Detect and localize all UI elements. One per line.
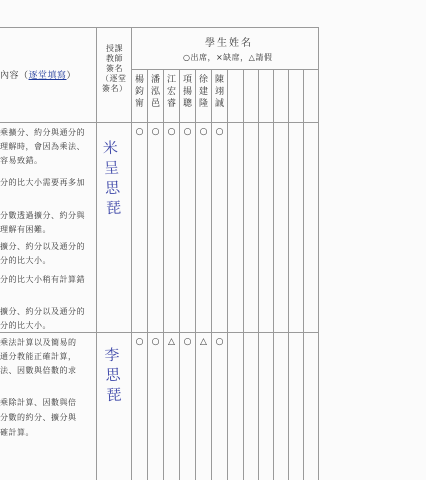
teacher-header-line: 簽名） bbox=[102, 84, 128, 93]
attendance-mark: ○ bbox=[151, 127, 160, 137]
content-line: 分的比大小。 bbox=[0, 321, 51, 330]
attendance-mark: ○ bbox=[199, 127, 208, 137]
attendance-mark: △ bbox=[200, 337, 207, 347]
students-title: 學生姓名 bbox=[205, 38, 253, 49]
content-line: 確計算。 bbox=[0, 428, 34, 437]
student-name: 潘泓邑 bbox=[150, 75, 160, 109]
student-col-line bbox=[303, 69, 304, 480]
attendance-mark: ○ bbox=[167, 127, 176, 137]
content-line: 擴分、約分以及通分的 bbox=[0, 307, 85, 316]
content-line: 理解有困難。 bbox=[0, 225, 51, 234]
content-header bbox=[0, 71, 76, 81]
content-close: ） bbox=[66, 71, 77, 81]
content-line: 分的比大小需要再多加 bbox=[0, 178, 85, 187]
content-line: 通分教能正確計算， bbox=[0, 352, 77, 361]
content-line: 分的比大小稍有計算錯 bbox=[0, 275, 85, 284]
content-line: 理解時，會因為乘法、 bbox=[0, 142, 85, 151]
student-name: 楊鈞甯 bbox=[134, 75, 144, 109]
student-col-line bbox=[163, 69, 164, 480]
content-fill-note: 逐堂填寫 bbox=[28, 71, 67, 81]
teacher-header-line: 授課 bbox=[106, 44, 123, 53]
student-col-line bbox=[147, 69, 148, 480]
student-name: 江宏睿 bbox=[166, 75, 176, 109]
content-line: 容易致錯。 bbox=[0, 156, 43, 165]
content-teacher-divider bbox=[96, 27, 97, 480]
student-name: 徐建隆 bbox=[198, 75, 208, 109]
content-line: 分的比大小。 bbox=[0, 256, 51, 265]
content-line: 法、因數與倍數的求 bbox=[0, 366, 77, 375]
attendance-mark: ○ bbox=[135, 337, 144, 347]
attendance-mark: ○ bbox=[215, 127, 224, 137]
table-top-border bbox=[0, 27, 318, 28]
teacher-students-divider bbox=[131, 27, 132, 480]
student-name: 項揚聰 bbox=[182, 75, 192, 109]
attendance-mark: ○ bbox=[183, 127, 192, 137]
content-label: 內容（ bbox=[0, 71, 29, 81]
teacher-header-line: （逐堂 bbox=[101, 74, 127, 83]
content-line: 分數的約分、擴分與 bbox=[0, 413, 77, 422]
student-col-line bbox=[211, 69, 212, 480]
student-col-line bbox=[273, 69, 274, 480]
teacher-header-line: 簽名 bbox=[106, 64, 123, 73]
attendance-mark: ○ bbox=[183, 337, 192, 347]
student-name: 陳翊誠 bbox=[214, 75, 224, 109]
content-line: 乘擴分、約分與通分的 bbox=[0, 128, 85, 137]
student-col-line bbox=[243, 69, 244, 480]
student-col-line bbox=[195, 69, 196, 480]
attendance-mark: ○ bbox=[135, 127, 144, 137]
content-line: 乘法計算以及簡易的 bbox=[0, 338, 77, 347]
attendance-mark: ○ bbox=[215, 337, 224, 347]
student-col-line bbox=[288, 69, 289, 480]
student-col-line bbox=[227, 69, 228, 480]
teacher-signature: 李思琵 bbox=[103, 345, 123, 405]
attendance-legend: ○出席，×缺席，△請假 bbox=[183, 53, 273, 62]
student-col-line bbox=[258, 69, 259, 480]
row-divider bbox=[0, 332, 318, 333]
attendance-mark: ○ bbox=[151, 337, 160, 347]
header-bottom-border bbox=[0, 122, 318, 123]
table-right-border bbox=[318, 27, 319, 480]
teacher-signature: 米呈思琵 bbox=[102, 138, 122, 218]
content-line: 擴分、約分以及通分的 bbox=[0, 242, 85, 251]
student-col-line bbox=[179, 69, 180, 480]
content-line: 分數透過擴分、約分與 bbox=[0, 211, 85, 220]
students-title-divider bbox=[131, 69, 318, 70]
content-line: 乘除計算、因數與倍 bbox=[0, 398, 77, 407]
attendance-mark: △ bbox=[168, 337, 175, 347]
teacher-header-line: 教師 bbox=[106, 54, 123, 63]
